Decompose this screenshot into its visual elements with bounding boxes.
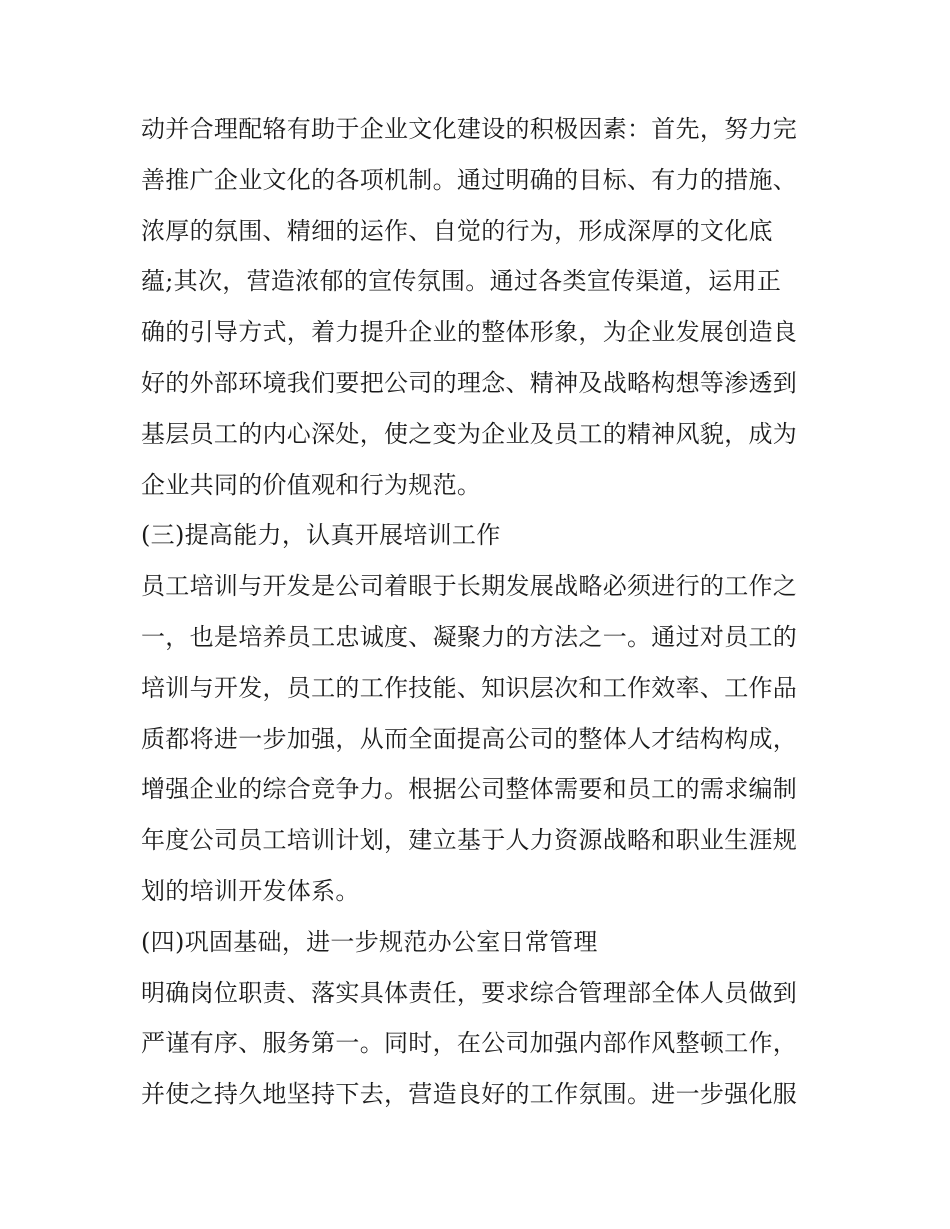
- body-line: 企业共同的价值观和行为规范。: [141, 470, 482, 499]
- body-line: 善推广企业文化的各项机制。通过明确的目标、有力的措施、: [141, 165, 798, 194]
- body-line: 确的引导方式，着力提升企业的整体形象，为企业发展创造良: [141, 318, 798, 347]
- body-line: 蕴;其次，营造浓郁的宣传氛围。通过各类宣传渠道，运用正: [141, 267, 782, 296]
- body-line: 并使之持久地坚持下去，营造良好的工作氛围。进一步强化服: [141, 1080, 798, 1109]
- body-line: 划的培训开发体系。: [141, 876, 360, 905]
- section-heading: (三)提高能力，认真开展培训工作: [141, 521, 501, 550]
- body-line: 一，也是培养员工忠诚度、凝聚力的方法之一。通过对员工的: [141, 622, 798, 651]
- section-heading: (四)巩固基础，进一步规范办公室日常管理: [141, 927, 598, 956]
- body-line: 动并合理配辂有助于企业文化建设的积极因素：首先，努力完: [141, 115, 798, 143]
- body-line: 质都将进一步加强，从而全面提高公司的整体人才结构构成，: [141, 724, 798, 753]
- body-line: 基层员工的内心深处，使之变为企业及员工的精神风貌，成为: [141, 419, 798, 448]
- body-line: 明确岗位职责、落实具体责任，要求综合管理部全体人员做到: [141, 978, 798, 1007]
- body-line: 年度公司员工培训计划，建立基于人力资源战略和职业生涯规: [141, 826, 798, 855]
- body-line: 浓厚的氛围、精细的运作、自觉的行为，形成深厚的文化底: [141, 216, 773, 245]
- body-line: 员工培训与开发是公司着眼于长期发展战略必须进行的工作之: [141, 572, 798, 601]
- body-line: 严谨有序、服务第一。同时，在公司加强内部作风整顿工作，: [141, 1029, 798, 1058]
- document-body: [141, 104, 821, 1120]
- body-line: 好的外部环境我们要把公司的理念、精神及战略构想等渗透到: [141, 368, 798, 397]
- body-line: 增强企业的综合竞争力。根据公司整体需要和员工的需求编制: [141, 775, 798, 804]
- body-line: 培训与开发，员工的工作技能、知识层次和工作效率、工作品: [141, 673, 798, 702]
